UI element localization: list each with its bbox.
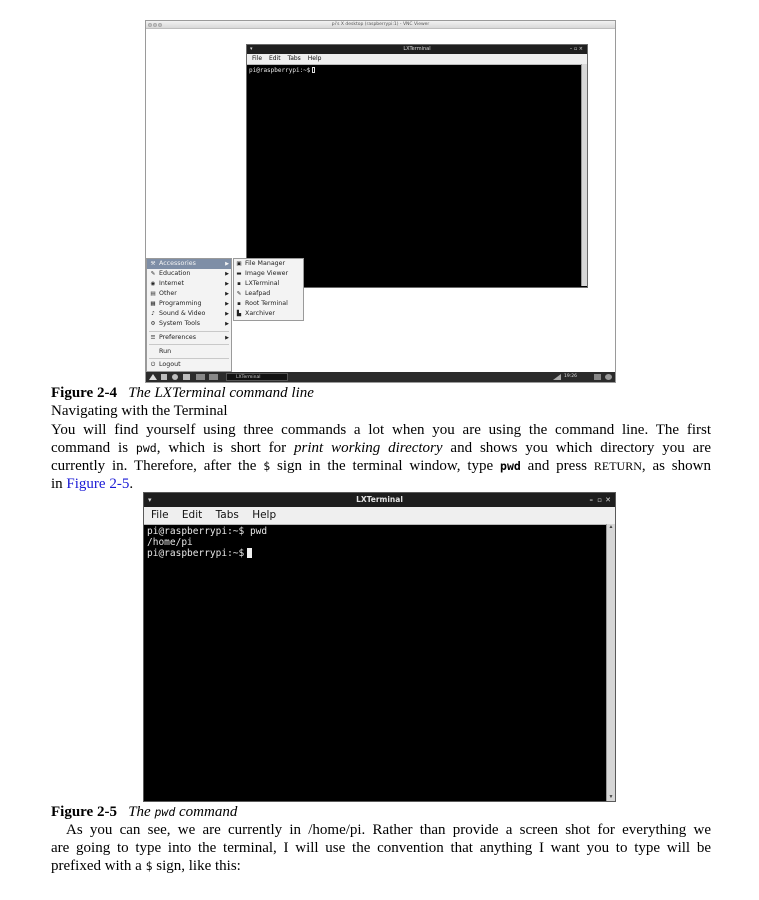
other-icon: ▤ [150,291,156,297]
menu-edit[interactable]: Edit [181,509,203,521]
terminal-prompt[interactable]: pi@raspberrypi:~$ [147,548,252,559]
terminal-prompt[interactable]: pi@raspberrypi:~$ [249,67,315,74]
menu-file[interactable]: File [151,509,169,521]
window-controls-icon[interactable]: – ▫ × [569,46,583,52]
figure-label: Figure 2-4 [51,385,117,401]
key-name: RETURN [593,459,642,473]
start-menu-item-system-tools[interactable]: ⚙ System Tools ▶ [150,320,229,327]
figure-2-5-caption: Figure 2-5 The pwd command [51,804,238,820]
internet-icon: ◉ [150,281,156,287]
terminal-scrollbar[interactable] [606,524,615,801]
lock-screen-icon[interactable] [594,374,601,380]
logout-icon: ⏻ [150,362,156,368]
inline-code: pwd [135,441,157,455]
system-tools-icon: ⚙ [150,321,156,327]
submenu-arrow-icon: ▶ [225,335,229,341]
maximize-icon[interactable]: ▫ [597,496,602,504]
desktop-switcher-icon[interactable] [209,374,218,380]
section-heading: Navigating with the Terminal [51,403,228,419]
cursor-icon [247,548,252,558]
taskbar-task-lxterminal[interactable]: LXTerminal [226,373,288,381]
image-viewer-icon: ▬ [236,271,242,277]
submenu-item-image-viewer[interactable]: ▬ Image Viewer [236,270,289,277]
menu-tabs[interactable]: Tabs [215,509,239,521]
start-menu [146,258,232,372]
start-menu-item-logout[interactable]: ⏻ Logout [150,361,181,368]
taskbar [146,372,615,382]
submenu-item-xarchiver[interactable]: ▙ Xarchiver [236,310,276,317]
vnc-viewer-window [145,20,616,383]
start-menu-item-other[interactable]: ▤ Other ▶ [150,290,229,297]
menu-help[interactable]: Help [307,55,322,62]
figure-2-5-link[interactable]: Figure 2-5 [66,476,130,492]
menu-tabs[interactable]: Tabs [287,55,301,62]
inline-code: pwd [154,805,176,819]
education-icon: ✎ [150,271,156,277]
xarchiver-icon: ▙ [236,311,242,317]
submenu-arrow-icon: ▶ [225,261,229,267]
lxterminal-menubar [144,507,615,525]
submenu-item-file-manager[interactable]: ▣ File Manager [236,260,286,267]
submenu-arrow-icon: ▶ [225,271,229,277]
cpu-monitor-icon [553,374,561,380]
terminal-icon: ▪ [237,281,241,287]
paragraph-line: are going to type into the terminal, I will use the convention that anything I want you to type will be [51,840,711,856]
inline-code-bold: pwd [500,459,521,473]
terminal-line: pi@raspberrypi:~$ pwd [147,526,268,537]
file-manager-icon: ▣ [236,261,242,267]
terminal-scrollbar[interactable] [581,64,587,286]
menu-help[interactable]: Help [252,509,277,521]
menu-separator [149,344,229,345]
browser-launcher-icon[interactable] [172,374,178,380]
lxterminal-window-large [143,492,616,802]
submenu-arrow-icon: ▶ [225,291,229,297]
paragraph-line: prefixed with a $ sign, like this: [51,858,241,874]
figure-label: Figure 2-5 [51,804,117,820]
terminal-launcher-icon[interactable] [161,374,167,380]
lxterminal-title: LXTerminal [356,495,403,504]
sound-video-icon: ♪ [151,311,155,317]
minimize-icon[interactable]: – [589,496,593,504]
taskbar-clock: 19:26 [564,374,577,379]
submenu-item-lxterminal[interactable]: ▪ LXTerminal [237,280,280,287]
submenu-item-leafpad[interactable]: ✎ Leafpad [236,290,271,297]
accessories-icon: ⚒ [150,261,156,267]
paragraph-line: command is pwd, which is short for print working directory and shows you which directory you are [51,440,711,456]
submenu-item-root-terminal[interactable]: ▪ Root Terminal [237,300,288,307]
menu-separator [149,331,229,332]
menu-file[interactable]: File [252,55,263,62]
window-menu-icon[interactable]: ▾ [250,46,253,52]
preferences-icon: ☰ [150,335,156,341]
start-menu-item-sound-video[interactable]: ♪ Sound & Video ▶ [151,310,229,317]
start-menu-item-accessories[interactable]: ⚒ Accessories ▶ [147,259,231,269]
terminal-line: /home/pi [147,537,193,548]
inline-code: $ [145,859,153,873]
start-menu-item-internet[interactable]: ◉ Internet ▶ [150,280,229,287]
cursor-icon [312,67,315,73]
desktop-switcher-icon[interactable] [196,374,205,380]
lxterminal-titlebar [247,45,587,54]
start-menu-icon[interactable] [149,374,157,380]
lxterminal-titlebar [144,493,615,507]
power-icon[interactable] [605,374,612,380]
root-terminal-icon: ▪ [237,301,241,307]
start-menu-item-education[interactable]: ✎ Education ▶ [150,270,229,277]
menu-edit[interactable]: Edit [268,55,281,62]
file-manager-launcher-icon[interactable] [183,374,190,380]
submenu-arrow-icon: ▶ [225,311,229,317]
start-menu-item-preferences[interactable]: ☰ Preferences ▶ [150,334,229,341]
submenu-arrow-icon: ▶ [225,281,229,287]
window-menu-icon[interactable]: ▾ [148,496,152,504]
inline-code: $ [263,459,271,473]
lxterminal-menubar [247,54,587,65]
programming-icon: ▦ [150,301,156,307]
scroll-up-icon[interactable]: ▲ [608,525,614,530]
submenu-arrow-icon: ▶ [225,301,229,307]
menu-separator [149,358,229,359]
leafpad-icon: ✎ [236,291,242,297]
accessories-submenu [233,258,304,321]
scroll-down-icon[interactable]: ▼ [608,795,614,800]
paragraph-line: in Figure 2-5. [51,476,134,492]
close-icon[interactable]: ✕ [605,496,611,504]
paragraph-line: You will find yourself using three commands a lot when you are using the command line. The first [51,422,711,438]
submenu-arrow-icon: ▶ [225,321,229,327]
paragraph-line: currently in. Therefore, after the $ sign in the terminal window, type pwd and press RETURN, as shown [51,458,711,474]
figure-2-4-caption [51,384,314,402]
lxterminal-title: LXTerminal [403,46,431,52]
lxterminal-window [246,44,588,288]
figure-caption-text: The LXTerminal command line [128,385,314,401]
start-menu-item-programming[interactable]: ▦ Programming ▶ [150,300,229,307]
start-menu-item-run[interactable]: Run [159,348,172,355]
vnc-window-title: pi's X desktop (raspberrypi:1) - VNC Viewer [331,22,430,27]
paragraph-line: As you can see, we are currently in /home/pi. Rather than provide a screen shot for everything we [66,822,711,838]
